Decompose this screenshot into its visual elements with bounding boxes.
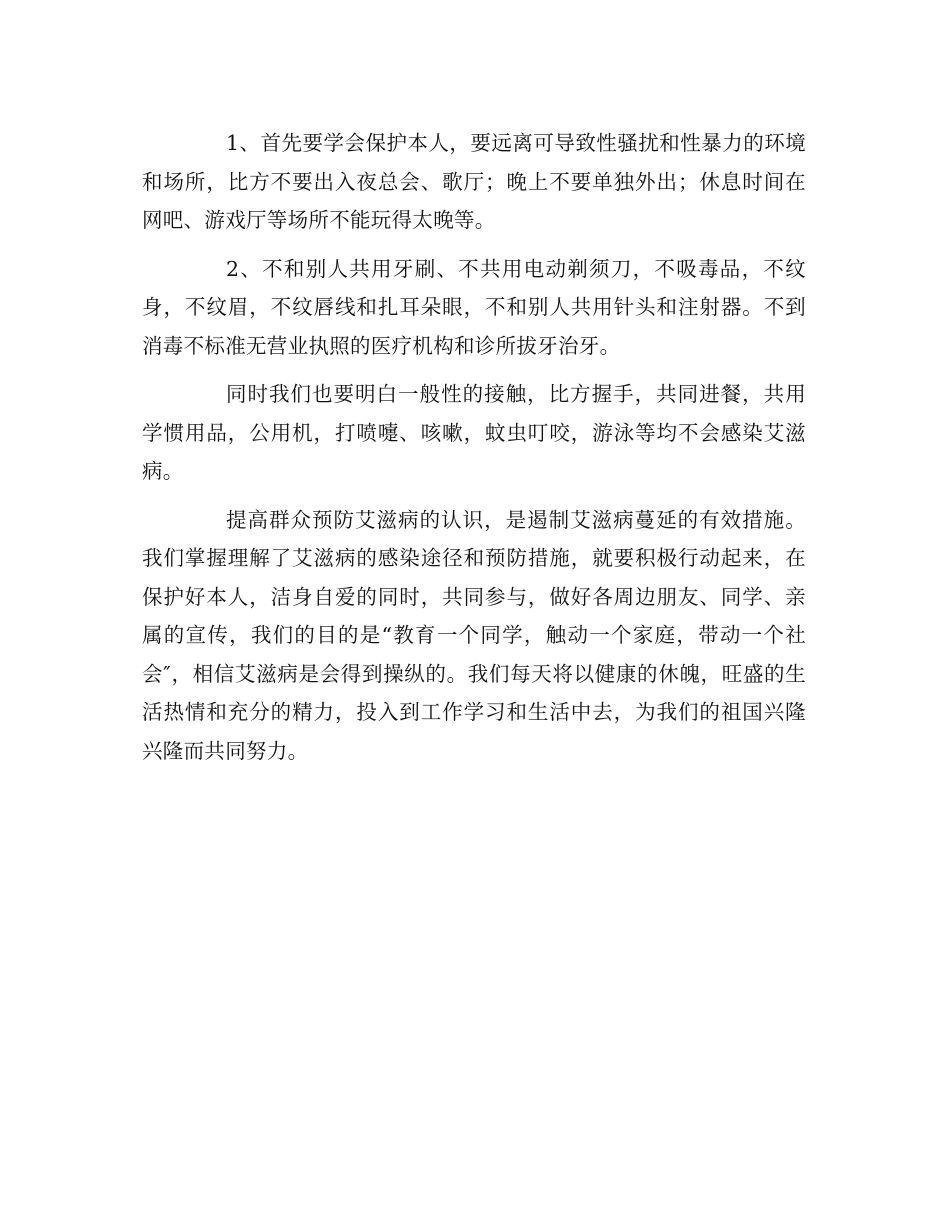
- document-body: [142, 124, 806, 780]
- paragraph-3: 同时我们也要明白一般性的接触，比方握手，共同进餐，共用学惯用品，公用机，打喷嚏、咳嗽，蚊虫叮咬，游泳等均不会感染艾滋病。: [142, 382, 806, 483]
- paragraph-2: 2、不和别人共用牙刷、不共用电动剃须刀，不吸毒品，不纹身，不纹眉，不纹唇线和扎耳朵眼，不和别人共用针头和注射器。不到消毒不标准无营业执照的医疗机构和诊所拔牙治牙。: [142, 256, 806, 358]
- paragraph-4: 提高群众预防艾滋病的认识，是遏制艾滋病蔓延的有效措施。我们掌握理解了艾滋病的感染途径和预防措施，就要积极行动起来，在保护好本人，洁身自爱的同时，共同参与，做好各周边朋友、同学、亲属的宣传，我们的目的是“教育一个同学，触动一个家庭，带动一个社会″，相信艾滋病是会得到操纵的。我们每天将以健康的休魄，旺盛的生活热情和充分的精力，投入到工作学习和生活中去，为我们的祖国兴隆兴隆而共同努力。: [142, 507, 806, 763]
- paragraph-1: 1、首先要学会保护本人，要远离可导致性骚扰和性暴力的环境和场所，比方不要出入夜总会、歌厅；晚上不要单独外出；休息时间在网吧、游戏厅等场所不能玩得太晚等。: [142, 131, 806, 232]
